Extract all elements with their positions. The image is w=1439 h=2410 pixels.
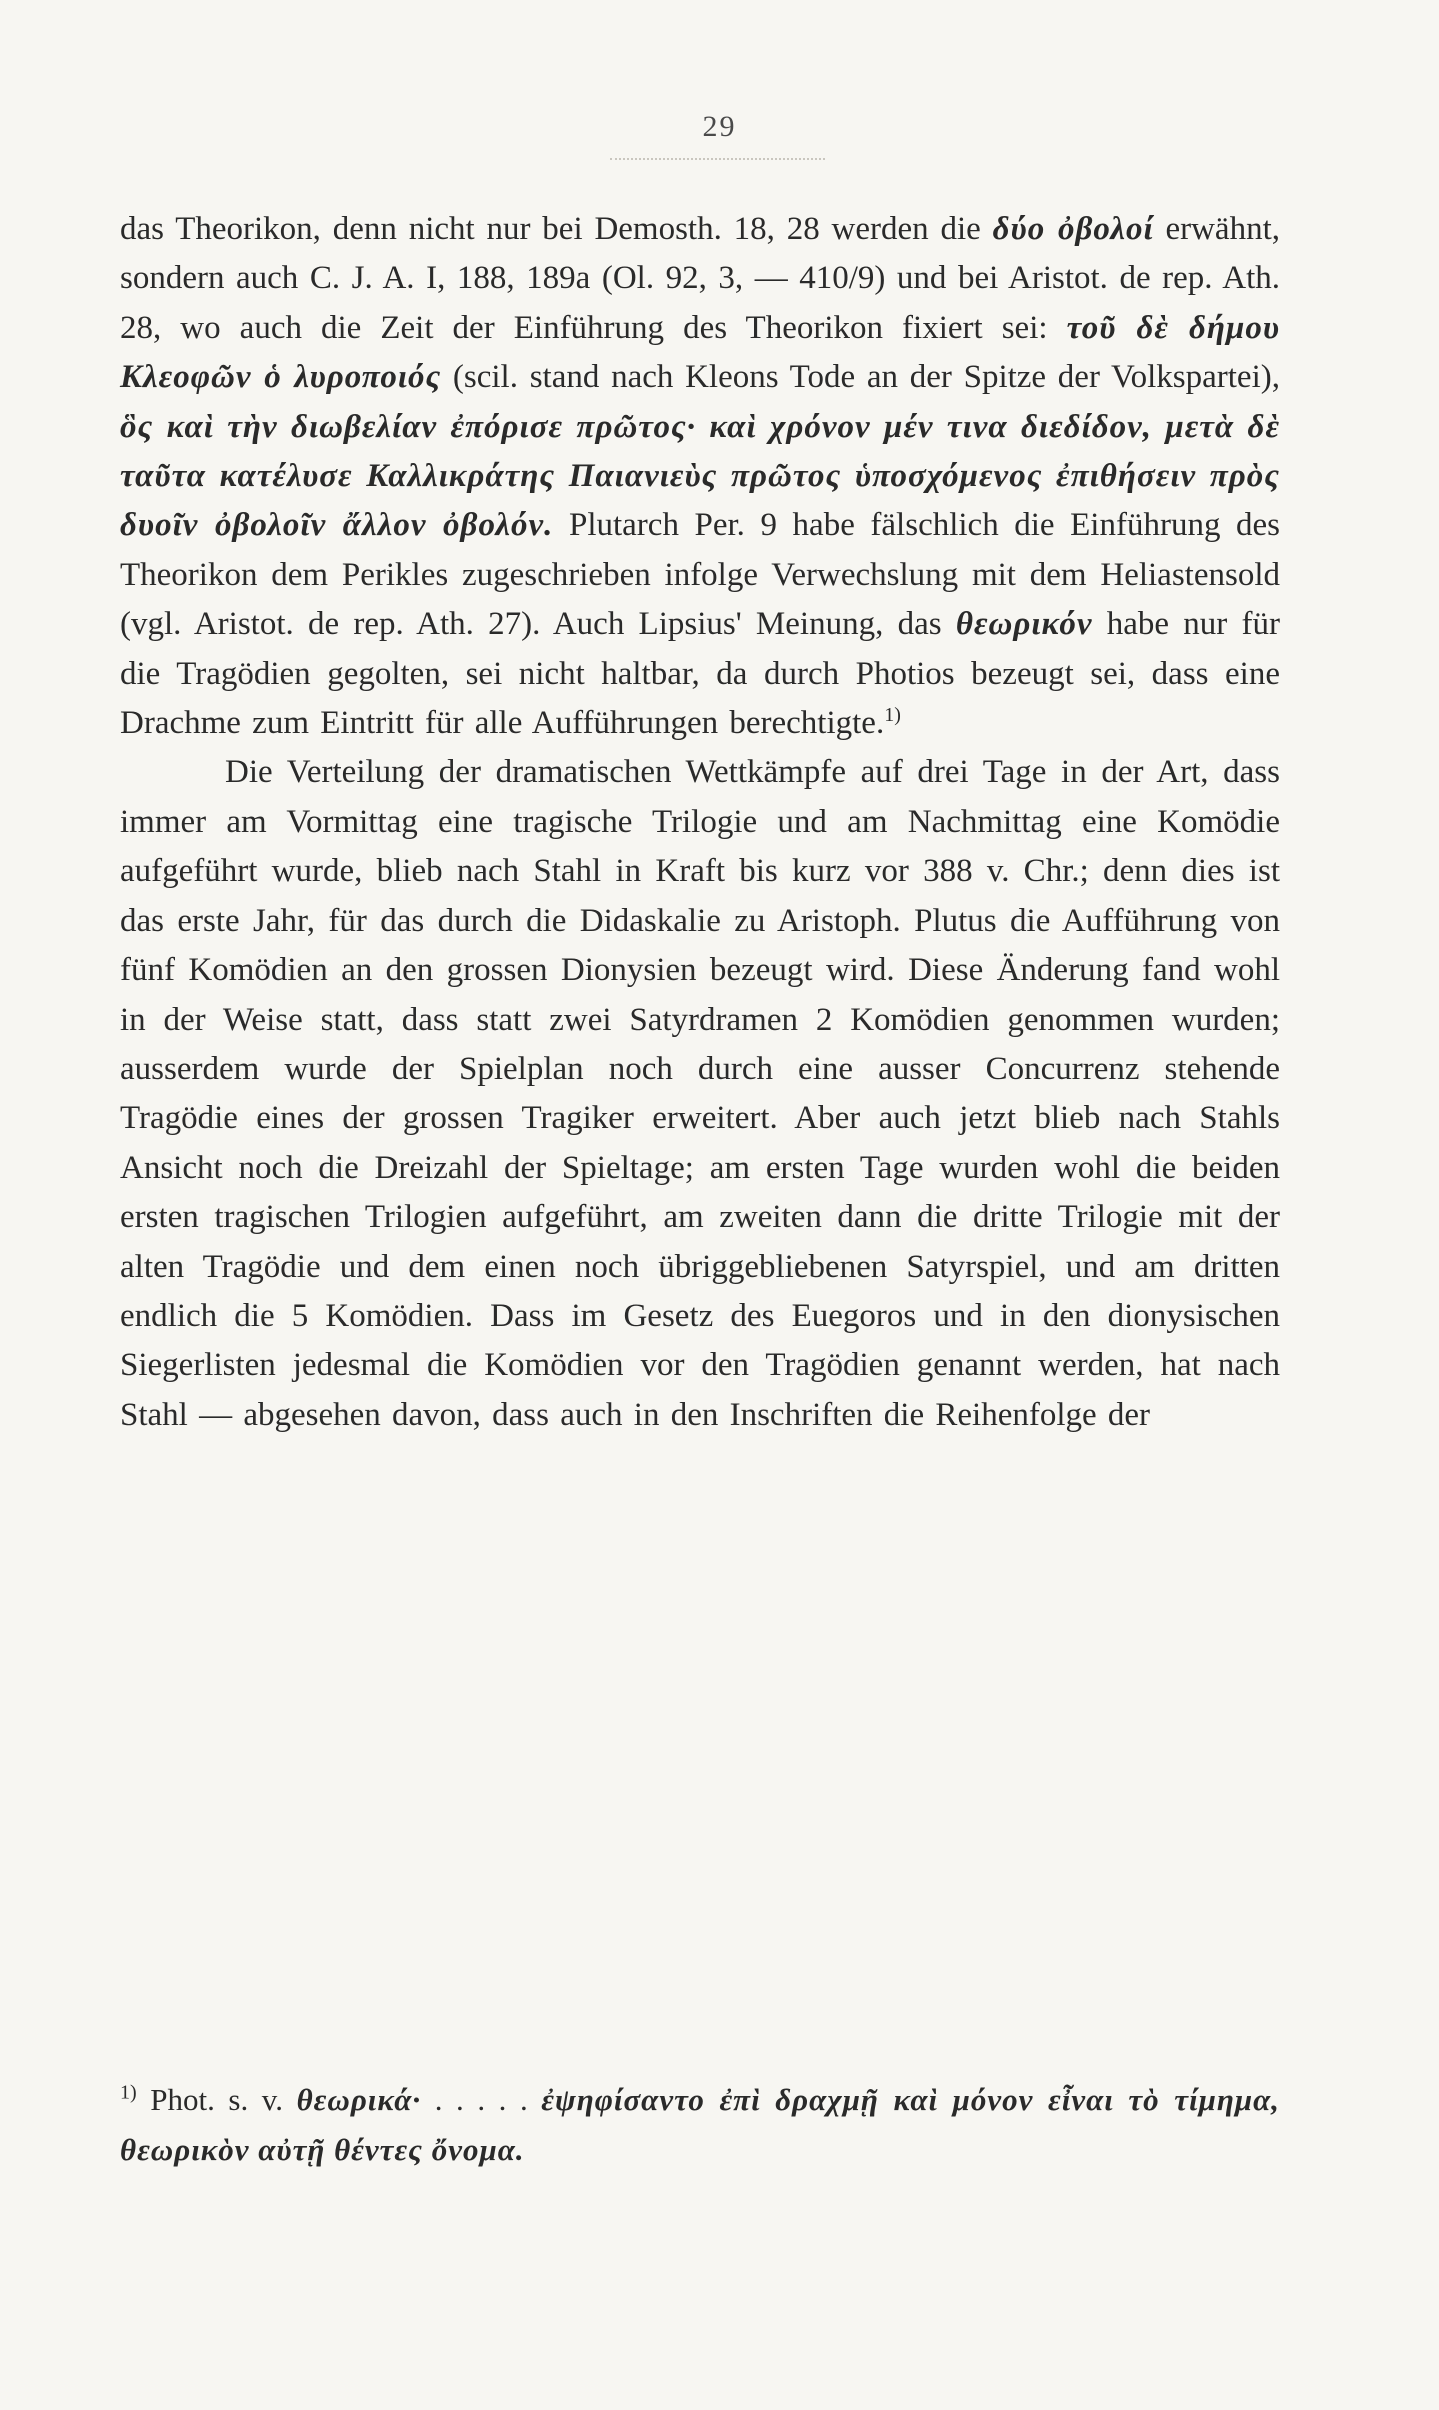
page-number: 29 xyxy=(702,110,737,143)
greek-quotation: ἐψηφίσαντο ἐπὶ δραχμῇ καὶ μόνον εἶναι τὸ τίμημα, θεωρικὸν αὐτῇ θέντες ὄνομα. xyxy=(120,2082,1280,2167)
main-text xyxy=(120,205,1280,1440)
footnote xyxy=(120,2075,1280,2175)
text-run: Plutarch Per. 9 habe fälschlich die Einführung des Theorikon dem Perikles zugeschrieben infolge Verwechslung mit dem Heliastensold (vgl. Aristot. de rep. Ath. 27). Auch Lipsius' Meinung, das xyxy=(120,507,1281,643)
text-run: Phot. s. v. xyxy=(136,2082,297,2117)
footnote-text xyxy=(120,2082,1280,2167)
greek-quotation: τοῦ δὲ δήμου Κλεοφῶν ὁ λυροποιός xyxy=(120,309,1280,396)
footnote-marker: 1) xyxy=(120,2081,137,2104)
footnote-reference: 1) xyxy=(884,704,901,727)
text-run: das Theorikon, denn nicht nur bei Demosth. 18, 28 werden die xyxy=(120,211,993,247)
greek-quotation: ὃς καὶ τὴν διωβελίαν ἐπόρισε πρῶτος· καὶ χρόνον μέν τινα διεδίδον, μετὰ δὲ ταῦτα κατέλυσε Καλλικράτης Παιανιεὺς πρῶτος ὑποσχόμενος ἐπιθήσειν πρὸς δυοῖν ὀβολοῖν ἄλλον ὀβολόν. xyxy=(120,408,1280,544)
greek-quotation: δύο ὀβολοί xyxy=(992,211,1154,247)
text-run: erwähnt, sondern auch C. J. A. I, 188, 189a (Ol. 92, 3, — 410/9) und bei Aristot. de rep. Ath. 28, wo auch die Zeit der Einführung des Theorikon fixiert sei: xyxy=(120,211,1280,346)
paragraph xyxy=(120,205,1280,748)
text-run: habe nur für die Tragödien gegolten, sei nicht haltbar, da durch Photios bezeugt sei, dass eine Drachme zum Eintritt für alle Aufführungen berechtigte. xyxy=(120,606,1281,742)
greek-quotation: θεωρικόν xyxy=(955,606,1093,643)
greek-quotation: θεωρικά· xyxy=(296,2082,422,2117)
header-divider xyxy=(610,158,825,160)
text-run: . . . . . xyxy=(421,2082,542,2117)
paragraph xyxy=(120,748,1280,1440)
text-run: (scil. stand nach Kleons Tode an der Spitze der Volkspartei), xyxy=(441,359,1280,396)
text-run: Die Verteilung der dramatischen Wettkämpfe auf drei Tage in der Art, dass immer am Vormittag eine tragische Trilogie und am Nachmittag eine Komödie aufgeführt wurde, blieb nach Stahl in Kraft bis kurz vor 388 v. Chr.; denn dies ist das erste Jahr, für das durch die Didaskalie zu Aristoph. Plutus die Aufführung von fünf Komödien an den grossen Dionysien bezeugt wird. Diese Änderung fand wohl in der Weise statt, dass statt zwei Satyrdramen 2 Komödien genommen wurden; ausserdem wurde der Spielplan noch durch eine ausser Concurrenz stehende Tragödie eines der grossen Tragiker erweitert. Aber auch jetzt blieb nach Stahls Ansicht noch die Dreizahl der Spieltage; am ersten Tage wurden wohl die beiden ersten tragischen Trilogien aufgeführt, am zweiten dann die dritte Trilogie mit der alten Tragödie und dem einen noch übriggebliebenen Satyrspiel, und am dritten endlich die 5 Komödien. Dass im Gesetz des Euegoros und in den dionysischen Siegerlisten jedesmal die Komödien vor den Tragödien genannt werden, hat nach Stahl — abgesehen davon, dass auch in den Inschriften die Reihenfolge der xyxy=(120,754,1280,1433)
